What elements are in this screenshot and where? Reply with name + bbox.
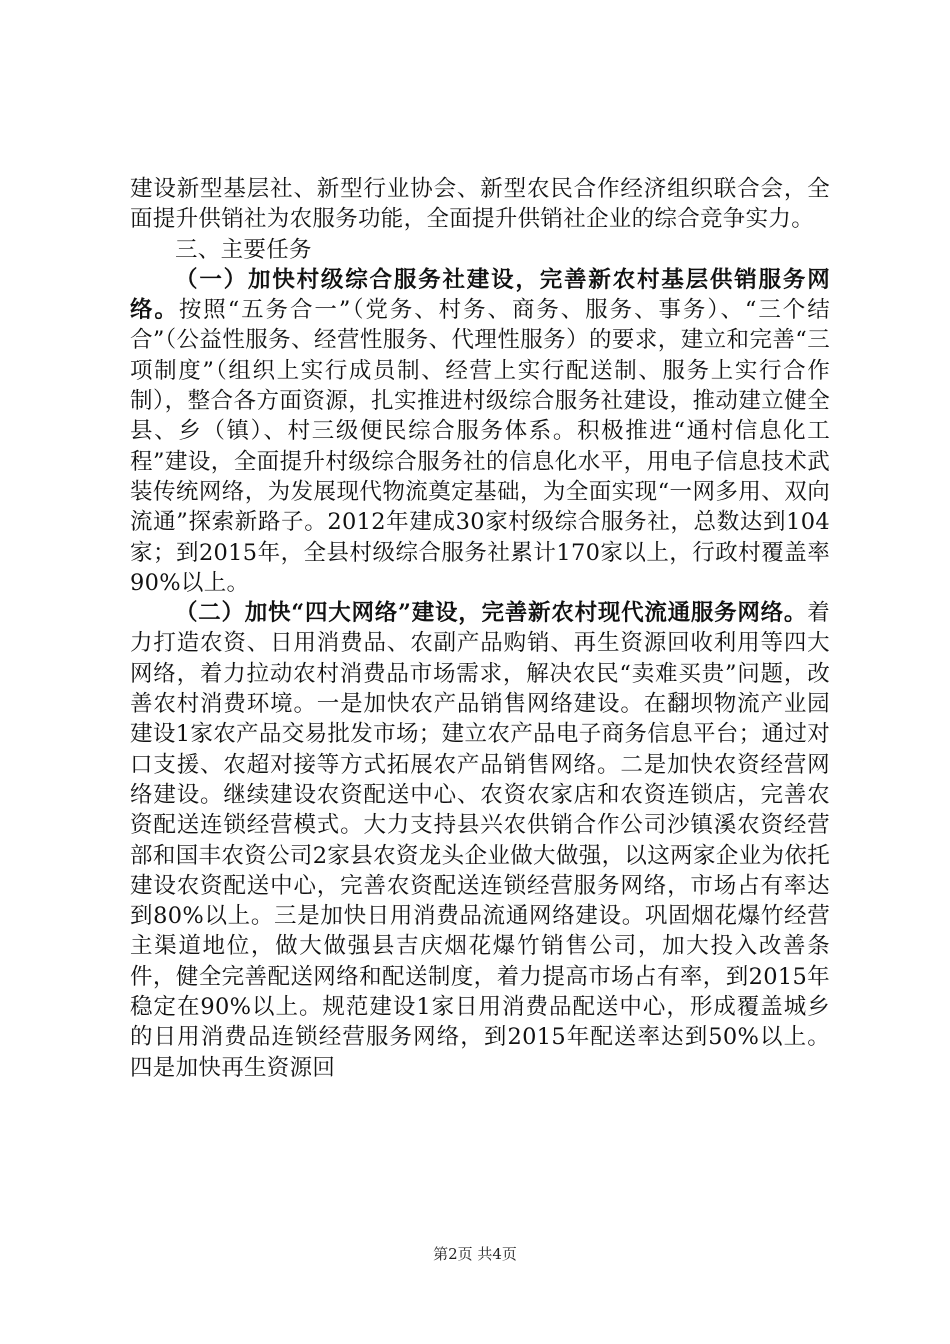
section-heading: 三、主要任务 (175, 236, 312, 263)
paragraph-item-2 (130, 598, 830, 1083)
item-1-title: （一）加快村级综合服务社建设，完善新农村基层供销服务网络。 (130, 266, 830, 324)
document-body (130, 174, 830, 1083)
paragraph-item-1 (130, 265, 830, 598)
page-footer: 第2页 共4页 (433, 1245, 517, 1263)
item-1-body: 按照“五务合一”（党务、村务、商务、服务、事务）、“三个结合”（公益性服务、经营性服务、代理性服务）的要求，建立和完善“三项制度”（组织上实行成员制、经营上实行配送制、服务上实行合作制），整合各方面资源，扎实推进村级综合服务社建设，推动建立健全县、乡（镇）、村三级便民综合服务体系。积极推进“通村信息化工程”建设，全面提升村级综合服务社的信息化水平，用电子信息技术武装传统网络，为发展现代物流奠定基础，为全面实现“一网多用、双向流通”探索新路子。2012年建成30家村级综合服务社，总数达到104家；到2015年，全县村级综合服务社累计170家以上，行政村覆盖率90%以上。 (130, 297, 830, 596)
item-2-title: （二）加快“四大网络”建设，完善新农村现代流通服务网络。 (175, 600, 808, 627)
paragraph-intro: 建设新型基层社、新型行业协会、新型农民合作经济组织联合会，全面提升供销社为农服务功能，全面提升供销社企业的综合竞争实力。 (130, 176, 830, 233)
item-2-body: 着力打造农资、日用消费品、农副产品购销、再生资源回收利用等四大网络，着力拉动农村消费品市场需求，解决农民“卖难买贵”问题，改善农村消费环境。一是加快农产品销售网络建设。在翻坝物流产业园建设1家农产品交易批发市场；建立农产品电子商务信息平台；通过对口支援、农超对接等方式拓展农产品销售网络。二是加快农资经营网络建设。继续建设农资配送中心、农资农家店和农资连锁店，完善农资配送连锁经营模式。大力支持县兴农供销合作公司沙镇溪农资经营部和国丰农资公司2家县农资龙头企业做大做强，以这两家企业为依托建设农资配送中心，完善农资配送连锁经营服务网络，市场占有率达到80%以上。三是加快日用消费品流通网络建设。巩固烟花爆竹经营主渠道地位，做大做强县吉庆烟花爆竹销售公司，加大投入改善条件，健全完善配送网络和配送制度，着力提高市场占有率，到2015年稳定在90%以上。规范建设1家日用消费品配送中心，形成覆盖城乡的日用消费品连锁经营服务网络，到2015年配送率达到50%以上。四是加快再生资源回 (130, 600, 830, 1081)
